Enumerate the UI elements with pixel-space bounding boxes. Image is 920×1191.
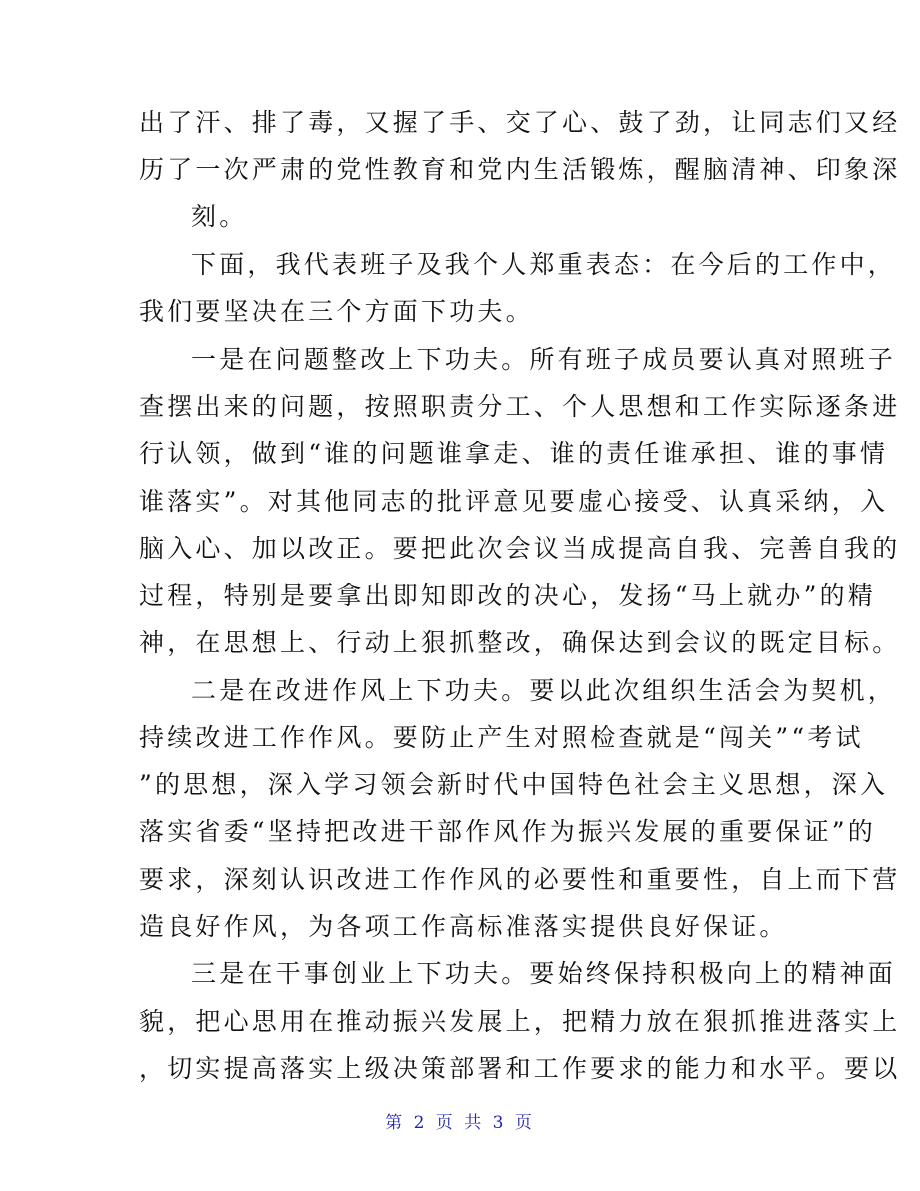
text-line-16: 落实省委“坚持把改进干部作风作为振兴发展的重要保证”的 xyxy=(139,817,876,846)
page-number-footer: 第 2 页 共 3 页 xyxy=(385,1113,535,1133)
text-line-3: 刻。 xyxy=(191,202,248,231)
text-line-6: 一是在问题整改上下功夫。所有班子成员要认真对照班子 xyxy=(191,345,897,374)
text-line-14: 持续改进工作作风。要防止产生对照检查就是“闯关”“考试 xyxy=(139,723,864,752)
text-line-18: 造良好作风，为各项工作高标准落实提供良好保证。 xyxy=(139,912,788,941)
text-line-12: 神，在思想上、行动上狠抓整改，确保达到会议的既定目标。 xyxy=(139,628,901,657)
text-line-5: 我们要坚决在三个方面下功夫。 xyxy=(139,297,534,326)
text-line-13: 二是在改进作风上下功夫。要以此次组织生活会为契机， xyxy=(191,676,897,705)
text-line-1: 出了汗、排了毒，又握了手、交了心、鼓了劲，让同志们又经 xyxy=(139,108,901,137)
text-line-4: 下面，我代表班子及我个人郑重表态：在今后的工作中， xyxy=(191,250,897,279)
text-line-9: 谁落实”。对其他同志的批评意见要虚心接受、认真采纳，入 xyxy=(139,487,889,516)
text-line-15: ”的思想，深入学习领会新时代中国特色社会主义思想，深入 xyxy=(139,770,889,799)
text-line-7: 查摆出来的问题，按照职责分工、个人思想和工作实际逐条进 xyxy=(139,392,901,421)
text-line-11: 过程，特别是要拿出即知即改的决心，发扬“马上就办”的精 xyxy=(139,581,876,610)
text-line-10: 脑入心、加以改正。要把此次会议当成提高自我、完善自我的 xyxy=(139,534,901,563)
text-line-2: 历了一次严肃的党性教育和党内生活锻炼，醒脑清神、印象深 xyxy=(139,155,901,184)
text-line-17: 要求，深刻认识改进工作作风的必要性和重要性，自上而下营 xyxy=(139,865,901,894)
text-line-8: 行认领，做到“谁的问题谁拿走、谁的责任谁承担、谁的事情 xyxy=(139,439,889,468)
text-line-20: 貌，把心思用在推动振兴发展上，把精力放在狠抓推进落实上 xyxy=(139,1007,901,1036)
text-line-19: 三是在干事创业上下功夫。要始终保持积极向上的精神面 xyxy=(191,959,897,988)
text-line-21: ，切实提高落实上级决策部署和工作要求的能力和水平。要以 xyxy=(139,1054,901,1083)
